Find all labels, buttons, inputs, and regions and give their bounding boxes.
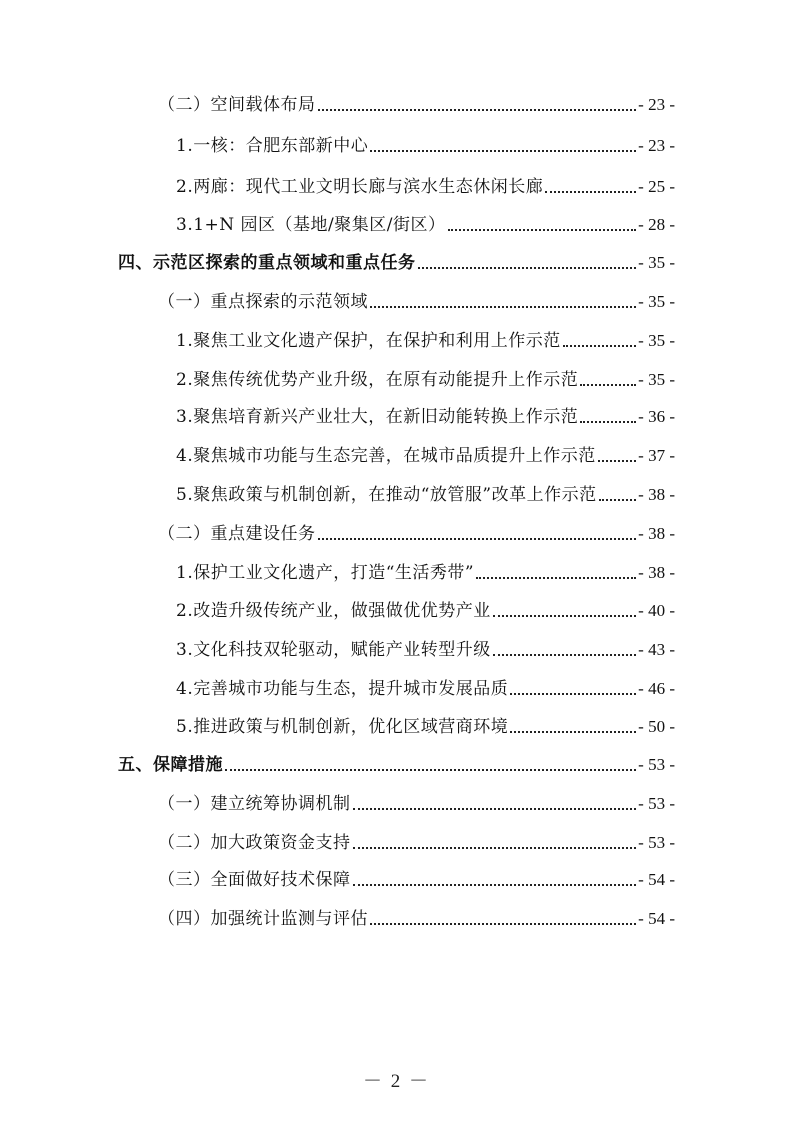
toc-entry-page: - 50 -: [638, 717, 675, 736]
toc-entry-page: - 54 -: [638, 909, 675, 928]
dot-leader: [476, 577, 636, 579]
toc-entry-page: - 35 -: [638, 292, 675, 311]
dot-leader: [598, 460, 636, 462]
toc-entry-page: - 23 -: [638, 95, 675, 114]
toc-entry-title: 1.一核：合肥东部新中心: [176, 136, 369, 156]
dot-leader: [225, 769, 636, 771]
toc-entry[interactable]: [176, 672, 675, 700]
toc-entry[interactable]: [176, 208, 675, 236]
dot-leader: [493, 654, 636, 656]
page-number: － 2 －: [362, 1071, 430, 1092]
toc-entry[interactable]: [158, 88, 675, 116]
toc-entry-page: - 54 -: [638, 870, 675, 889]
dot-leader: [318, 109, 637, 111]
toc-entry[interactable]: [158, 787, 675, 815]
toc-entry-title: （二）空间载体布局: [158, 95, 316, 115]
toc-entry[interactable]: [176, 710, 675, 738]
toc-entry-page: - 40 -: [638, 601, 675, 620]
dot-leader: [370, 150, 636, 152]
toc-entry-title: （四）加强统计监测与评估: [158, 909, 368, 929]
toc-entry[interactable]: [176, 556, 675, 584]
toc-entry[interactable]: [176, 363, 675, 391]
toc-entry-title: （三）全面做好技术保障: [158, 870, 351, 890]
toc-entry-title: 3.文化科技双轮驱动，赋能产业转型升级: [176, 640, 491, 660]
toc-entry-page: - 46 -: [638, 679, 675, 698]
dot-leader: [370, 923, 636, 925]
dot-leader: [353, 847, 637, 849]
toc-entry[interactable]: [158, 863, 675, 891]
toc-entry-page: - 35 -: [638, 370, 675, 389]
toc-entry-page: - 53 -: [638, 833, 675, 852]
toc-entry[interactable]: [158, 826, 675, 854]
toc-entry-page: - 38 -: [638, 563, 675, 582]
toc-entry-page: - 37 -: [638, 446, 675, 465]
toc-entry-page: - 25 -: [638, 177, 675, 196]
toc-entry-page: - 53 -: [638, 755, 675, 774]
toc-entry[interactable]: [176, 439, 675, 467]
toc-entry[interactable]: [118, 246, 675, 274]
dot-leader: [580, 384, 636, 386]
toc-entry-title: 四、示范区探索的重点领域和重点任务: [118, 253, 416, 273]
toc-entry-title: 5.聚焦政策与机制创新，在推动“放管服”改革上作示范: [176, 485, 597, 505]
dot-leader: [599, 499, 637, 501]
dot-leader: [353, 808, 637, 810]
dot-leader: [493, 615, 636, 617]
toc-entry-title: （一）重点探索的示范领域: [158, 292, 368, 312]
toc-entry[interactable]: [176, 129, 675, 157]
dot-leader: [580, 421, 636, 423]
dot-leader: [510, 693, 636, 695]
toc-entry-page: - 28 -: [638, 215, 675, 234]
dot-leader: [318, 538, 637, 540]
toc-entry-title: 1.聚焦工业文化遗产保护，在保护和利用上作示范: [176, 331, 561, 351]
toc-entry[interactable]: [176, 400, 675, 428]
toc-entry-title: 4.聚焦城市功能与生态完善，在城市品质提升上作示范: [176, 446, 596, 466]
toc-entry-page: - 53 -: [638, 794, 675, 813]
toc-entry[interactable]: [158, 285, 675, 313]
toc-entry[interactable]: [176, 170, 675, 198]
toc-entry-page: - 38 -: [638, 485, 675, 504]
toc-entry-title: （一）建立统筹协调机制: [158, 794, 351, 814]
toc-entry[interactable]: [176, 324, 675, 352]
toc-entry-page: - 36 -: [638, 407, 675, 426]
toc-entry-page: - 35 -: [638, 331, 675, 350]
toc-entry-page: - 38 -: [638, 524, 675, 543]
dot-leader: [448, 229, 637, 231]
toc-entry-title: 5.推进政策与机制创新，优化区域营商环境: [176, 717, 509, 737]
toc-entry-page: - 43 -: [638, 640, 675, 659]
dot-leader: [563, 345, 636, 347]
toc-entry-title: 1.保护工业文化遗产，打造“生活秀带”: [176, 563, 475, 583]
toc-entry-title: 4.完善城市功能与生态，提升城市发展品质: [176, 679, 509, 699]
toc-entry-title: 3.1+N 园区（基地/聚集区/街区）: [176, 215, 446, 235]
toc-entry-title: （二）重点建设任务: [158, 524, 316, 544]
toc-entry-title: 2.两廊：现代工业文明长廊与滨水生态休闲长廊: [176, 177, 544, 197]
toc-entry-page: - 23 -: [638, 136, 675, 155]
dot-leader: [510, 731, 636, 733]
dot-leader: [545, 191, 636, 193]
toc-entry-title: 3.聚焦培育新兴产业壮大，在新旧动能转换上作示范: [176, 407, 579, 427]
toc-entry[interactable]: [176, 633, 675, 661]
toc-entry-page: - 35 -: [638, 253, 675, 272]
toc-entry[interactable]: [158, 902, 675, 930]
dot-leader: [353, 884, 637, 886]
toc-entry[interactable]: [158, 517, 675, 545]
toc-entry-title: 2.聚焦传统优势产业升级，在原有动能提升上作示范: [176, 370, 579, 390]
toc-entry[interactable]: [176, 594, 675, 622]
toc-entry-title: 2.改造升级传统产业，做强做优优势产业: [176, 601, 491, 621]
toc-entry-title: 五、保障措施: [118, 755, 223, 775]
dot-leader: [418, 267, 637, 269]
toc-entry-title: （二）加大政策资金支持: [158, 833, 351, 853]
dot-leader: [370, 306, 636, 308]
toc-entry[interactable]: [176, 478, 675, 506]
toc-entry[interactable]: [118, 748, 675, 776]
